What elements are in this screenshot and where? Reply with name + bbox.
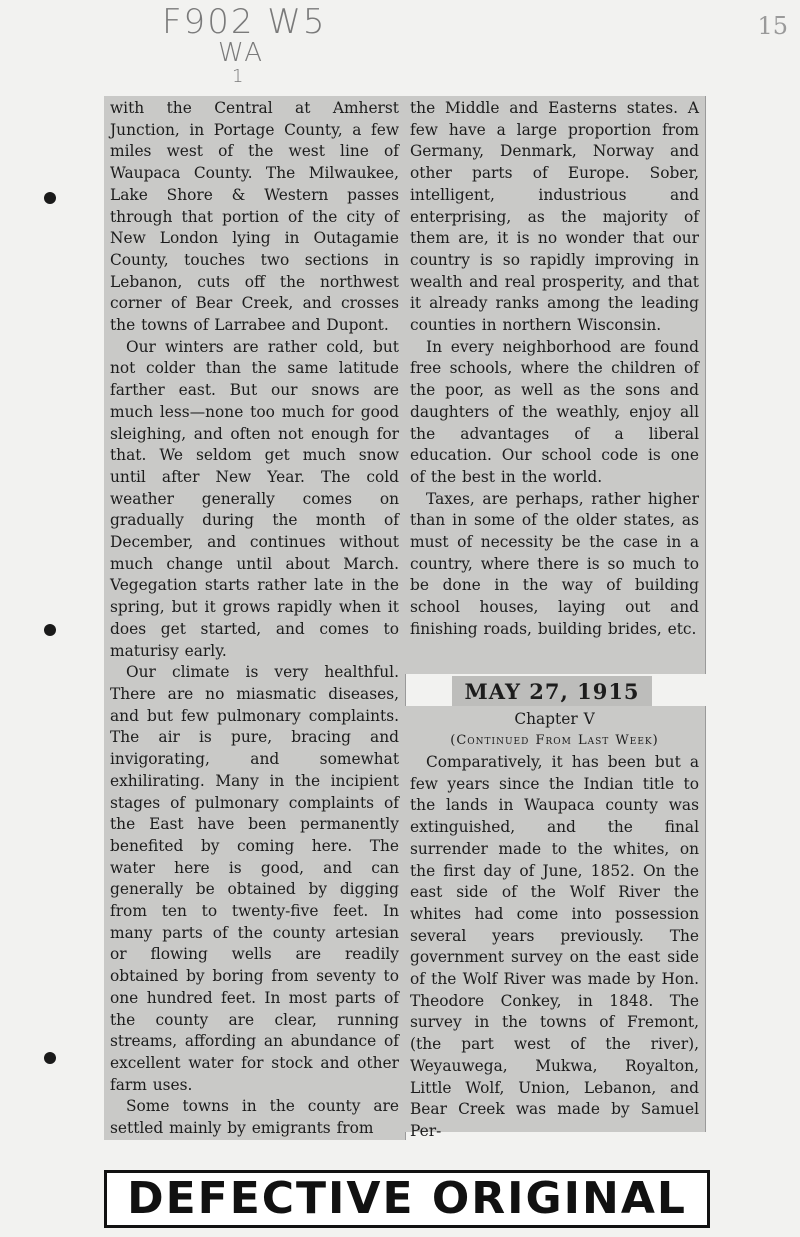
handwritten-volume-number: 1 (232, 66, 246, 87)
paragraph: Comparatively, it has been but a few years since the Indian title to the lands in Waupaca county was extinguished, and the final surrender made to the whites, on the first day of June, 1852. On the east side of the Wolf River the whites had come into possession several years previously. The government survey on the east side of the Wolf River was made by Hon. Theodore Conkey, in 1848. The survey in the towns of Fremont, (the part west of the river), Weyauwega, Mukwa, Royalton, Little Wolf, Union, Lebanon, and Bear Creek was made by Samuel Per- (410, 753, 699, 1140)
binder-hole-icon (44, 624, 56, 636)
defective-original-stamp: DEFECTIVE ORIGINAL (104, 1170, 710, 1228)
paragraph: Our winters are rather cold, but not colder than the same latitude farther east. But our snows are much less—none too much for good sleighing, and often not enough for that. We seldom get much snow until after New Year. The cold weather generally comes on gradually during the month of December, and continues without much change until about March. Vegegation starts rather late in the spring, but it grows rapidly when it does get started, and comes to maturisy early. (110, 337, 399, 660)
paragraph: the Middle and Easterns states. A few have a large proportion from Germany, Denmark, Norway and other parts of Europe. Sober, intelligent, industrious and enterprising, as the majority of them are, it is no wonder that our country is so rapidly improving in wealth and real prosperity, and that it already ranks among the leading counties in northern Wisconsin. (410, 99, 699, 335)
page-number: 15 (757, 12, 788, 40)
paragraph: Taxes, are perhaps, rather higher than in some of the older states, as must of necessity be the case in a country, where there is so much to be done in the way of building school houses, laying out and finishing roads, building brides, etc. (410, 489, 699, 638)
paragraph: with the Central at Amherst Junction, in Portage County, a few miles west of the west line of Waupaca County. The Milwaukee, Lake Shore & Western passes through that portion of the city of New London lying in Outagamie County, touches two sections in Lebanon, cuts off the northwest corner of Bear Creek, and crosses the towns of Larrabee and Dupont. (110, 99, 399, 335)
paragraph: In every neighborhood are found free schools, where the children of the poor, as well as the sons and daughters of the weathly, enjoy all the advantages of a liberal education. Our school code is one of the best in the world. (410, 337, 699, 486)
handwritten-state-code: WA (218, 38, 265, 68)
continued-note: (Continued From Last Week) (450, 733, 659, 748)
chapter-heading: Chapter V (514, 710, 595, 728)
right-column-bottom-clipping (404, 706, 706, 1140)
date-heading: MAY 27, 1915 (452, 676, 652, 708)
handwritten-catalog-code: F902 W5 (162, 2, 327, 42)
right-column-top-clipping (404, 96, 706, 674)
binder-hole-icon (44, 192, 56, 204)
paragraph: Our climate is very healthful. There are no miasmatic diseases, and but few pulmonary complaints. The air is pure, bracing and invigorating, and somewhat exhilirating. Many in the incipient stages of pulmonary complaints of the East have been permanently benefited by coming here. The water here is good, and can generally be obtained by digging from ten to twenty-five feet. In many parts of the county artesian or flowing wells are readily obtained by boring from seventy to one hundred feet. In most parts of the county are clear, running streams, affording an abundance of excellent water for stock and other farm uses. (110, 663, 399, 1094)
left-column-clipping (104, 96, 406, 1140)
binder-hole-icon (44, 1052, 56, 1064)
paragraph: Some towns in the county are settled mainly by emigrants from (110, 1097, 399, 1138)
